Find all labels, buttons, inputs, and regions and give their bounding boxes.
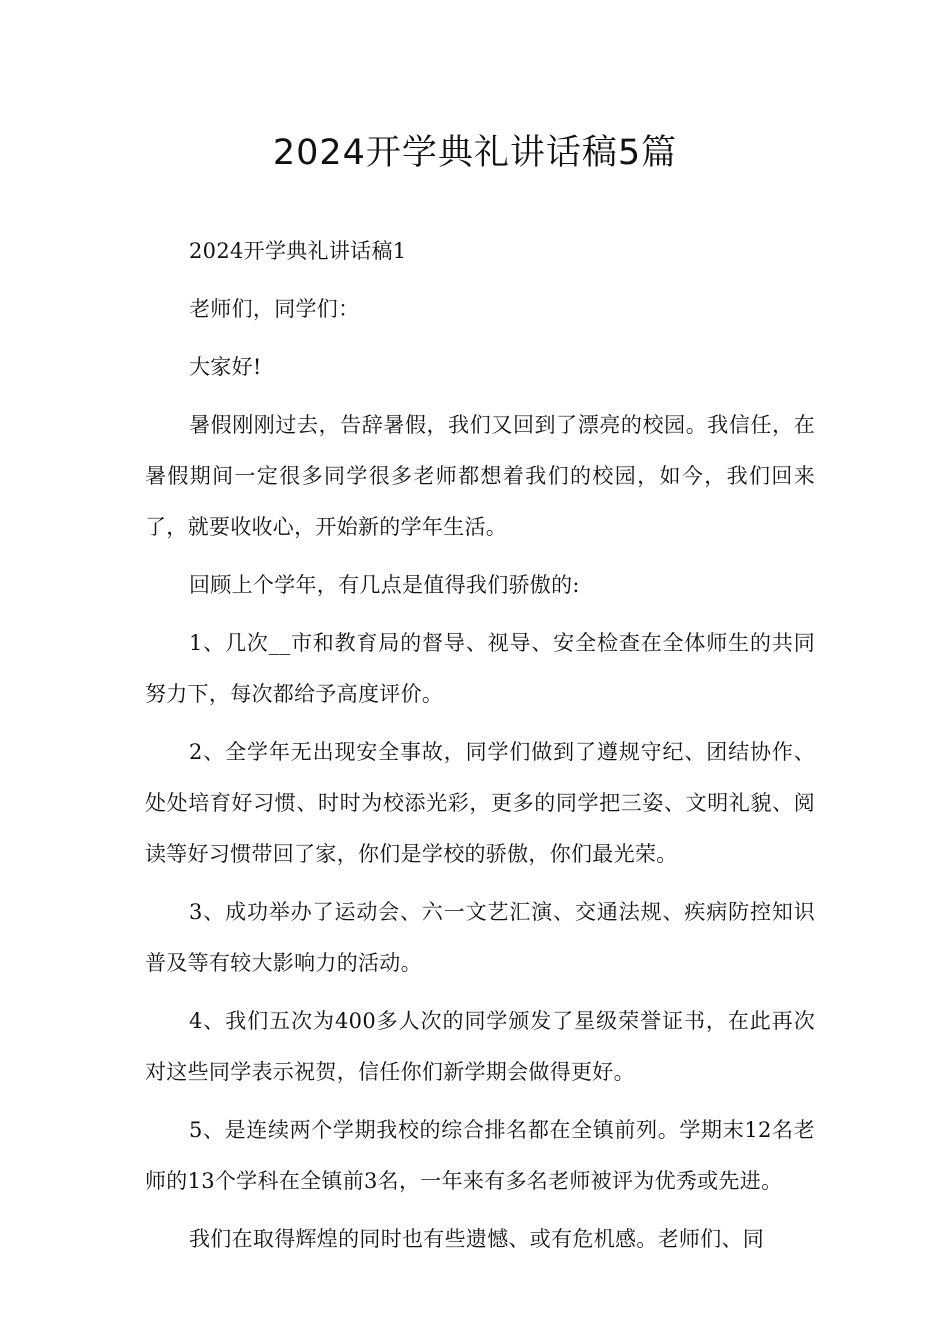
- list-item: 1、几次__市和教育局的督导、视导、安全检查在全体师生的共同努力下，每次都给予高度评价。: [145, 631, 815, 706]
- list-item: 4、我们五次为400多人次的同学颁发了星级荣誉证书，在此再次对这些同学表示祝贺，信任你们新学期会做得更好。: [145, 1009, 815, 1084]
- paragraph: 回顾上个学年，有几点是值得我们骄傲的:: [189, 573, 580, 597]
- paragraph: 我们在取得辉煌的同时也有些遗憾、或有危机感。老师们、同: [189, 1227, 765, 1251]
- list-item: 3、成功举办了运动会、六一文艺汇演、交通法规、疾病防控知识普及等有较大影响力的活动。: [145, 900, 815, 975]
- paragraph-salutation: 老师们，同学们：: [189, 297, 360, 321]
- list-item: 5、是连续两个学期我校的综合排名都在全镇前列。学期末12名老师的13个学科在全镇前3名，一年来有多名老师被评为优秀或先进。: [145, 1118, 815, 1193]
- paragraph: 暑假刚刚过去，告辞暑假，我们又回到了漂亮的校园。我信任，在暑假期间一定很多同学很多老师都想着我们的校园，如今，我们回来了，就要收收心，开始新的学年生活。: [145, 413, 815, 539]
- paragraph-greeting: 大家好!: [189, 355, 262, 379]
- list-item: 2、全学年无出现安全事故，同学们做到了遵规守纪、团结协作、处处培育好习惯、时时为校添光彩，更多的同学把三姿、文明礼貌、阅读等好习惯带回了家，你们是学校的骄傲，你们最光荣。: [145, 740, 815, 866]
- document-body: [145, 226, 815, 1272]
- paragraph-heading: 2024开学典礼讲话稿1: [189, 239, 407, 263]
- document-title: 2024开学典礼讲话稿5篇: [272, 133, 678, 173]
